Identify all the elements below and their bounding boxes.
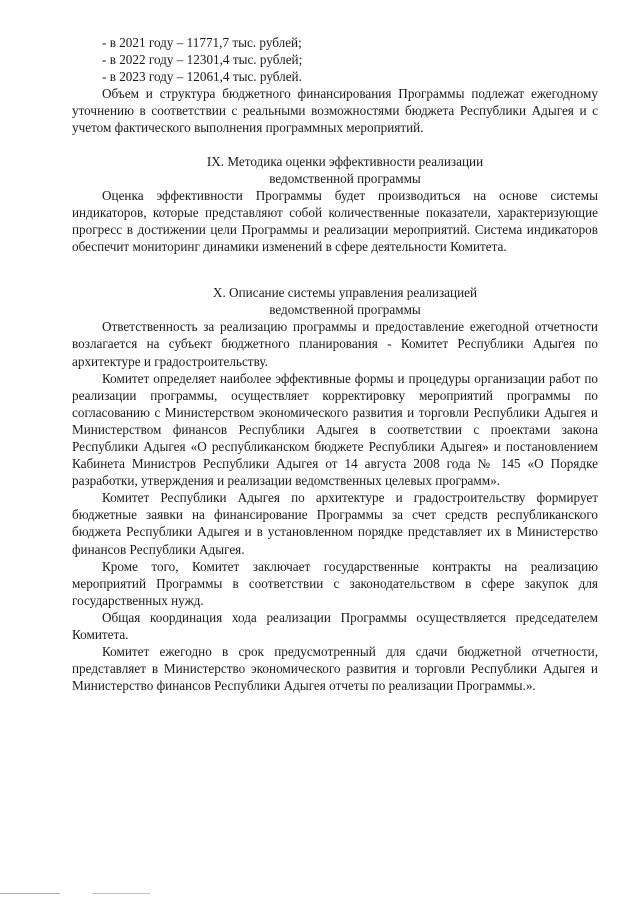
budget-line-2022: - в 2022 году – 12301,4 тыс. рублей; xyxy=(102,52,303,68)
section-10-paragraph-3: Комитет Республики Адыгея по архитектуре и градостроительству формирует бюджетные заявки на финансирование Программы за счет средств республиканского бюджета Республики Адыгея и в установленном порядке представляет их в Министерство финансов Республики Адыгея. xyxy=(72,490,598,557)
document-page xyxy=(72,34,598,694)
section-9-title-line-1: IX. Методика оценки эффективности реализации xyxy=(206,153,484,169)
section-10-paragraph-5: Общая координация хода реализации Программы осуществляется председателем Комитета. xyxy=(72,609,598,642)
budget-line-2021: - в 2021 году – 11771,7 тыс. рублей; xyxy=(102,35,302,50)
section-10-paragraph-1: Ответственность за реализацию программы и предоставление ежегодной отчетности возлагается на субъект бюджетного планирования - Комитет Республики Адыгея по архитектуре и градостроительству. xyxy=(72,319,598,369)
section-10-paragraph-2: Комитет определяет наиболее эффективные формы и процедуры организации работ по реализации программы, осуществляет корректировку мероприятий программы по согласованию с Министерством экономического развития и торговли Республики Адыгея и Министерством финансов Республики Адыгея в соответствии с проектами закона Республики Адыгея «О республиканском бюджете Республики Адыгея» и постановлением Кабинета Министров Республики Адыгея от 14 августа 2008 года № 145 «О Порядке разработки, утверждения и реализации ведомственных целевых программ». xyxy=(72,370,598,489)
section-9-paragraph-1: Оценка эффективности Программы будет производиться на основе системы индикаторов, которые представляют собой количественные показатели, характеризующие прогресс в достижении цели Программы и реализации мероприятий. Система индикаторов обеспечит мониторинг динамики изменений в сфере деятельности Комитета. xyxy=(72,187,598,255)
budget-paragraph: Объем и структура бюджетного финансирования Программы подлежат ежегодному уточнению в соответствии с реальными возможностями бюджета Республики Адыгея и с учетом фактического выполнения программных мероприятий. xyxy=(72,86,598,136)
section-10-paragraph-4: Кроме того, Комитет заключает государственные контракты на реализацию мероприятий Программы в соответствии с законодательством в сфере закупок для государственных нужд. xyxy=(72,558,598,608)
section-10-title-line-2: ведомственной программы xyxy=(269,302,421,318)
section-10-title-line-1: X. Описание системы управления реализацией xyxy=(212,285,478,301)
scan-edge-line xyxy=(0,893,640,894)
section-9-title-line-2: ведомственной программы xyxy=(269,170,421,186)
budget-line-2023: - в 2023 году – 12061,4 тыс. рублей. xyxy=(102,69,302,85)
section-10-paragraph-6: Комитет ежегодно в срок предусмотренный для сдачи бюджетной отчетности, представляет в Министерство экономического развития и торговли Республики Адыгея и Министерство финансов Республики Адыгея отчеты по реализации Программы.». xyxy=(72,644,598,694)
